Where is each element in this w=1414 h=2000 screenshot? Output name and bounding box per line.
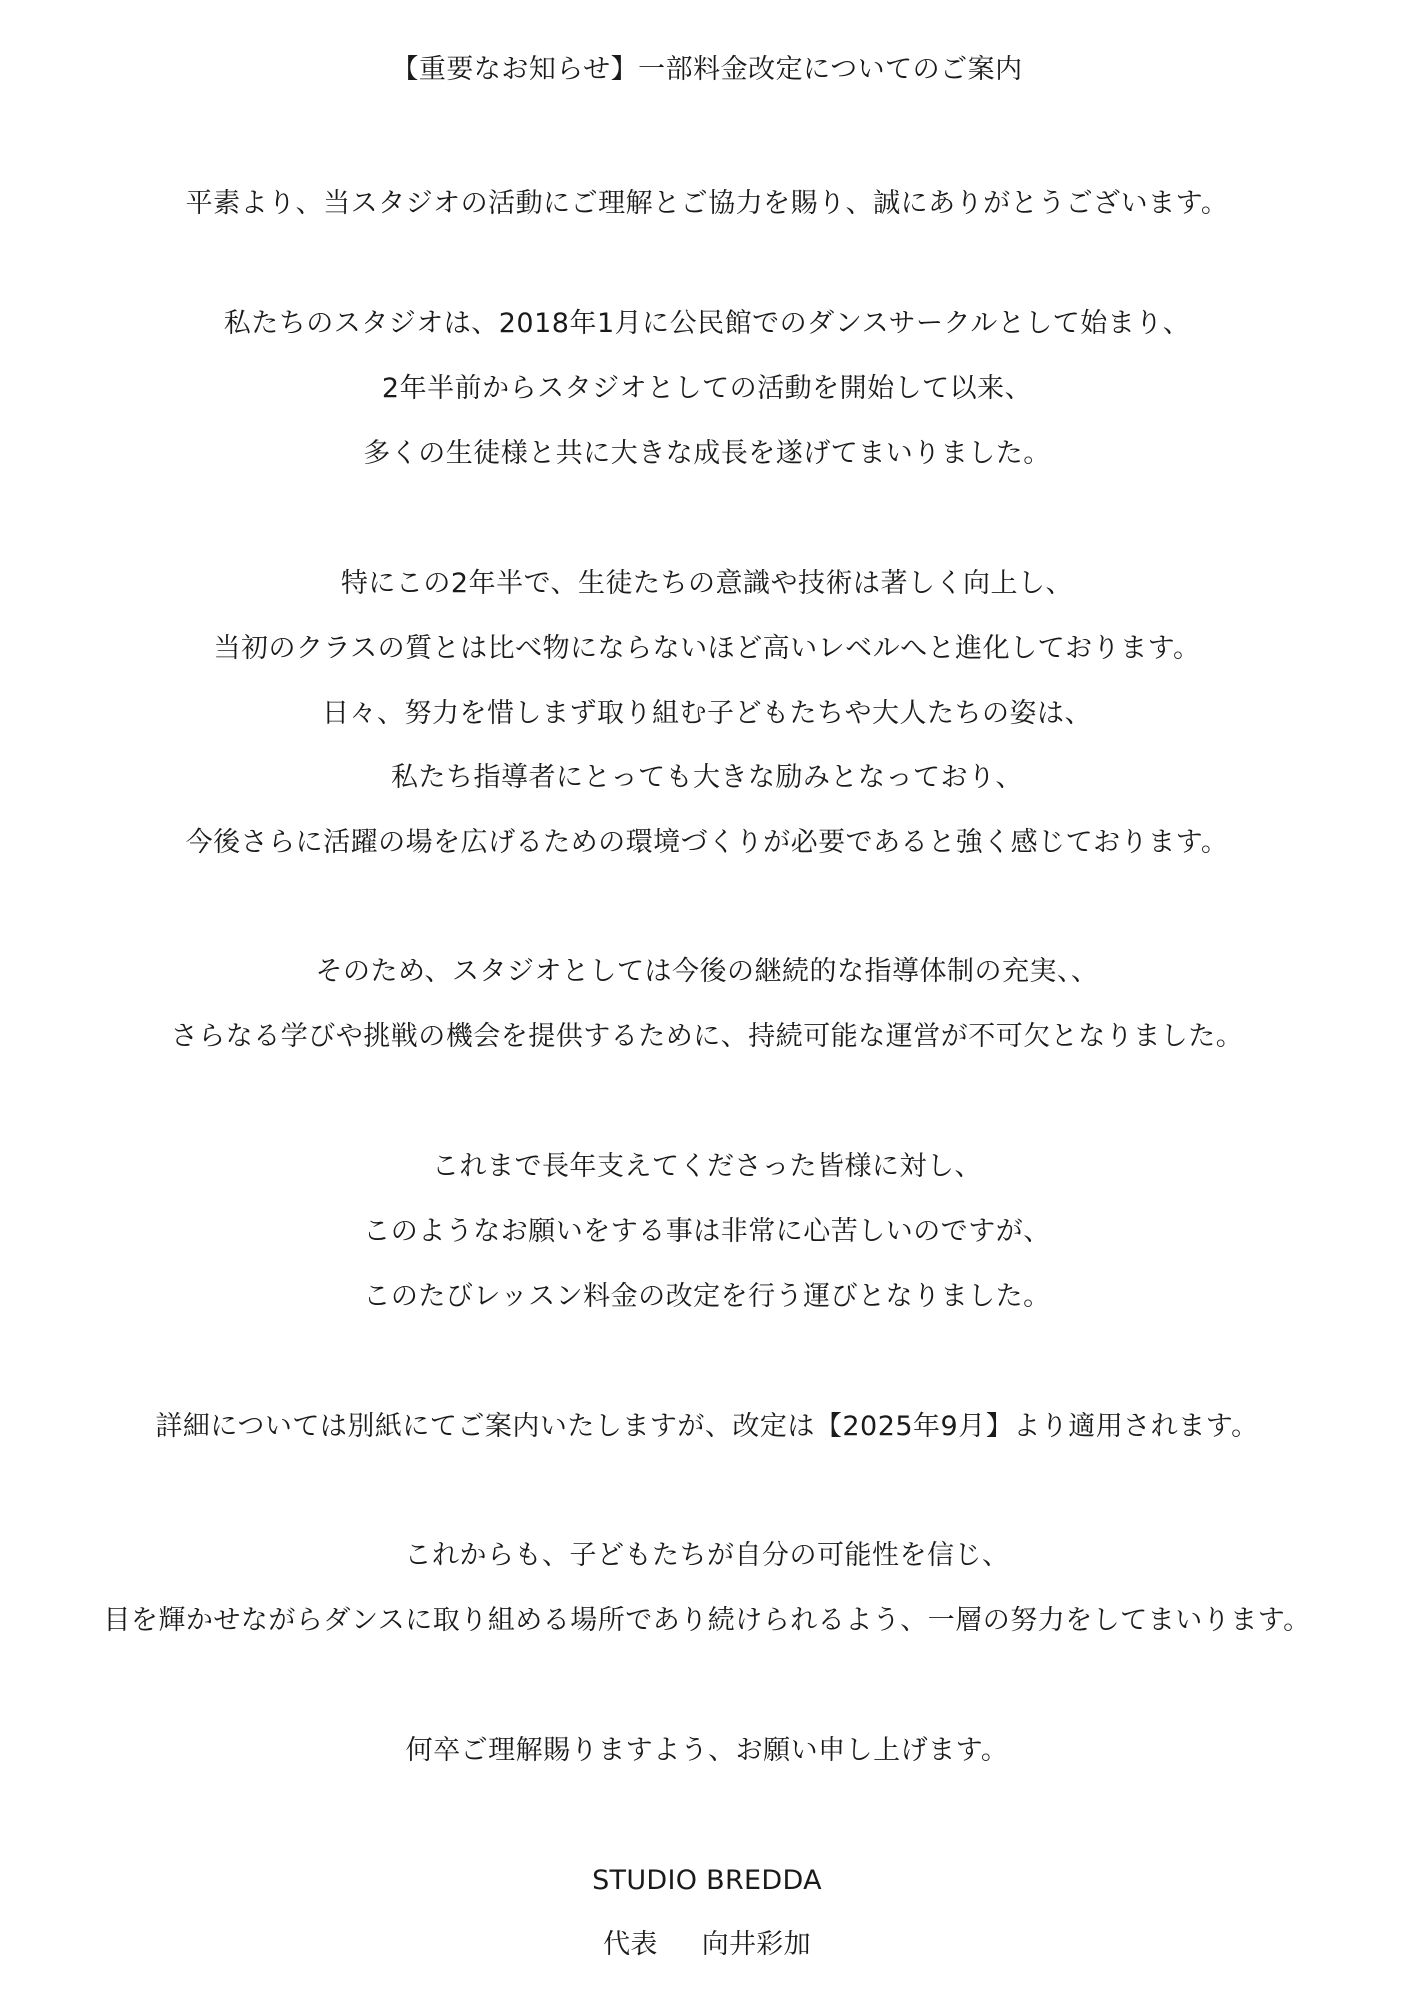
representative-line — [0, 1927, 1414, 1963]
apology-line: このたびレッスン料金の改定を行う運びとなりました。 — [363, 1281, 1051, 1312]
greeting-paragraph: 平素より、当スタジオの活動にご理解とご協力を賜り、誠にありがとうございます。 — [185, 188, 1229, 219]
history-line: 2年半前からスタジオとしての活動を開始して以来、 — [381, 373, 1033, 404]
history-line: 多くの生徒様と共に大きな成長を遂げてまいりました。 — [363, 438, 1051, 469]
history-line: 私たちのスタジオは、2018年1月に公民館でのダンスサークルとして始まり、 — [223, 308, 1191, 339]
apology-line: このようなお願いをする事は非常に心苦しいのですが、 — [363, 1216, 1051, 1247]
growth-line: 私たち指導者にとっても大きな励みとなっており、 — [391, 762, 1023, 793]
reason-line: そのため、スタジオとしては今後の継続的な指導体制の充実、、 — [315, 956, 1099, 987]
notice-title: 【重要なお知らせ】一部料金改定についてのご案内 — [391, 54, 1023, 85]
studio-name: STUDIO BREDDA — [592, 1865, 822, 1896]
apology-line: これまで長年支えてくださった皆様に対し、 — [432, 1151, 982, 1182]
details-paragraph: 詳細については別紙にてご案内いたしますが、改定は【2025年9月】より適用されます。 — [155, 1411, 1259, 1442]
growth-line: 当初のクラスの質とは比べ物にならないほど高いレベルへと進化しております。 — [213, 633, 1201, 664]
commitment-line: これからも、子どもたちが自分の可能性を信じ、 — [404, 1540, 1010, 1571]
representative-name: 向井彩加 — [701, 1929, 811, 1960]
growth-line: 今後さらに活躍の場を広げるための環境づくりが必要であると強く感じております。 — [185, 827, 1229, 858]
growth-line: 日々、努力を惜しまず取り組む子どもたちや大人たちの姿は、 — [322, 698, 1092, 729]
reason-line: さらなる学びや挑戦の機会を提供するために、持続可能な運営が不可欠となりました。 — [170, 1021, 1244, 1052]
commitment-line: 目を輝かせながらダンスに取り組める場所であり続けられるよう、一層の努力をしてまいります。 — [103, 1605, 1311, 1636]
closing-line: 何卒ご理解賜りますよう、お願い申し上げます。 — [405, 1735, 1009, 1766]
representative-role: 代表 — [603, 1929, 658, 1960]
growth-line: 特にこの2年半で、生徒たちの意識や技術は著しく向上し、 — [340, 568, 1074, 599]
